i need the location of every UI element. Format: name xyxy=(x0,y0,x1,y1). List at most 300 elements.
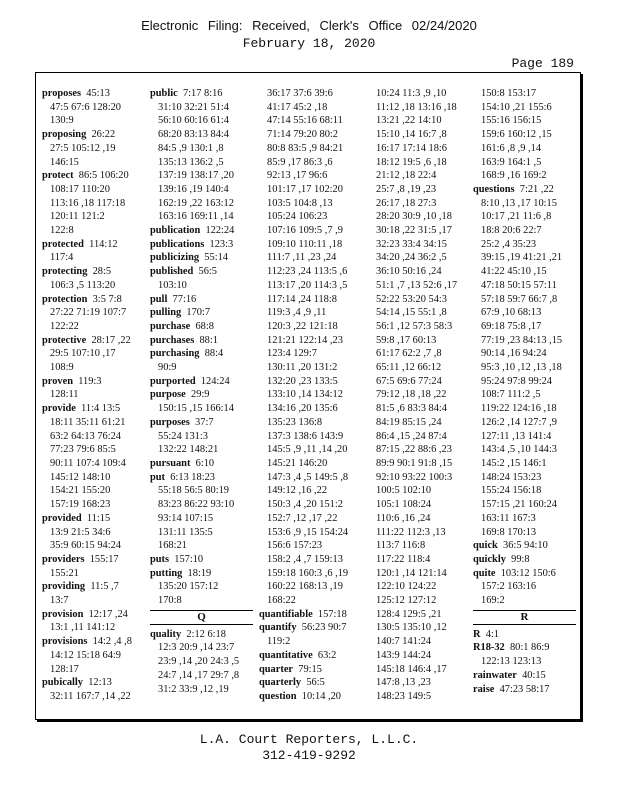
page-reference: 83:23 86:22 93:10 xyxy=(158,499,235,511)
page-reference: 135:23 136:8 xyxy=(267,416,323,428)
page-reference: 147:3 ,4 ,5 149:5 ,8 xyxy=(267,471,349,483)
page-reference: 79:12 ,18 ,18 ,22 xyxy=(376,389,447,401)
page-reference: 12:13 xyxy=(88,677,112,689)
page-reference: 29:9 xyxy=(191,389,210,401)
page-reference: 21:12 ,18 22:4 xyxy=(376,170,437,182)
page-reference: 11:4 13:5 xyxy=(81,403,121,415)
page-reference: 111:7 ,11 ,23 ,24 xyxy=(267,252,337,264)
page-reference: 90:9 xyxy=(158,362,177,374)
page-reference: 154:10 ,21 155:6 xyxy=(481,101,552,113)
index-entry xyxy=(42,375,145,402)
page-reference: 155:24 156:18 xyxy=(481,485,542,497)
page-reference: 163:9 164:1 ,5 xyxy=(481,156,542,168)
page-reference: 84:19 85:15 ,24 xyxy=(376,416,442,428)
page-reference: 140:7 141:24 xyxy=(376,636,432,648)
page-reference: 105:1 108:24 xyxy=(376,499,432,511)
page-reference: 108:17 110:20 xyxy=(50,183,110,195)
page-reference: 69:18 75:8 ,17 xyxy=(481,320,542,332)
index-entry xyxy=(473,567,576,608)
page-reference: 157:15 ,21 160:24 xyxy=(481,499,557,511)
page-reference: 157:19 168:23 xyxy=(50,499,111,511)
page-reference: 161:6 ,8 ,9 ,14 xyxy=(481,142,542,154)
index-term: provision xyxy=(42,608,84,620)
index-entry xyxy=(42,87,145,128)
index-entry xyxy=(42,676,145,703)
page-reference: 7:21 ,22 xyxy=(519,183,554,195)
page-reference: 117:14 ,24 118:8 xyxy=(267,293,337,305)
index-term: publications xyxy=(150,238,205,250)
page-reference: 32:23 33:4 34:15 xyxy=(376,238,448,250)
page-reference: 168:9 ,16 169:2 xyxy=(481,170,547,182)
page-reference: 47:18 50:15 57:11 xyxy=(481,279,557,291)
page-reference: 18:12 19:5 ,6 ,18 xyxy=(376,156,447,168)
index-entry xyxy=(259,676,362,690)
page-reference: 18:11 35:11 61:21 xyxy=(50,416,126,428)
index-entry xyxy=(473,641,576,668)
page-reference: 145:12 148:10 xyxy=(50,471,111,483)
index-entry xyxy=(150,334,253,348)
page-reference: 119:3 ,4 ,9 ,11 xyxy=(267,307,327,319)
page-reference: 120:11 121:2 xyxy=(50,211,105,223)
index-entry xyxy=(42,265,145,292)
page-reference: 88:1 xyxy=(199,334,218,346)
page-reference: 14:12 15:18 64:9 xyxy=(50,649,122,661)
page-reference: 28:17 ,22 xyxy=(91,334,131,346)
page-reference: 63:2 xyxy=(317,649,337,661)
page-reference: 125:12 127:12 xyxy=(376,595,437,607)
page-reference: 120:3 ,22 121:18 xyxy=(267,320,338,332)
page-reference: 108:9 xyxy=(50,362,74,374)
page-reference: 88:4 xyxy=(204,348,224,360)
index-term: publicizing xyxy=(150,252,200,264)
page-reference: 26:22 xyxy=(91,129,116,141)
page-reference: 101:17 ,17 102:20 xyxy=(267,183,343,195)
page-reference: 27:22 71:19 107:7 xyxy=(50,307,127,319)
page-reference: 126:2 ,14 127:7 ,9 xyxy=(481,416,557,428)
page-reference: 55:14 xyxy=(204,252,228,264)
index-frame xyxy=(35,72,581,720)
page-reference: 36:17 37:6 39:6 xyxy=(267,88,333,99)
page-reference: 31:2 33:9 ,12 ,19 xyxy=(158,683,229,695)
index-entry xyxy=(42,635,145,676)
index-entry xyxy=(42,238,145,265)
index-term: purchasing xyxy=(150,348,200,360)
page-reference: 59:8 ,17 60:13 xyxy=(376,334,437,346)
page-reference: 35:9 60:15 94:24 xyxy=(50,540,122,552)
page-reference: 128:4 129:5 ,21 xyxy=(376,608,442,620)
page-reference: 132:22 148:21 xyxy=(158,444,219,456)
index-entry xyxy=(150,388,253,415)
index-entry xyxy=(42,608,145,635)
page-reference: 55:24 131:3 xyxy=(158,430,208,442)
index-term: pubically xyxy=(42,677,83,689)
index-entry xyxy=(150,320,253,334)
index-term: providing xyxy=(42,581,86,593)
page-reference: 54:14 ,15 55:1 ,8 xyxy=(376,307,447,319)
index-term: protection xyxy=(42,293,88,305)
page-reference: 79:15 xyxy=(298,663,322,675)
page-reference: 65:11 ,12 66:12 xyxy=(376,362,442,374)
page-reference: 105:24 106:23 xyxy=(267,211,328,223)
index-entry xyxy=(42,402,145,512)
page-reference: 143:4 ,5 ,10 144:3 xyxy=(481,444,557,456)
page-reference: 150:8 153:17 xyxy=(481,88,537,99)
page-reference: 130:11 ,20 131:2 xyxy=(267,362,338,374)
page-reference: 34:20 ,24 36:2 ,5 xyxy=(376,252,447,264)
index-entry xyxy=(259,87,362,608)
index-term: questions xyxy=(473,183,515,195)
index-entry xyxy=(150,87,253,224)
page-reference: 81:5 ,6 83:3 84:4 xyxy=(376,403,448,415)
index-entry xyxy=(473,683,576,697)
index-term: quickly xyxy=(473,553,506,565)
page-reference: 10:17 ,21 11:6 ,8 xyxy=(481,211,552,223)
page-reference: 12:17 ,24 xyxy=(88,608,128,620)
page-reference: 18:8 20:6 22:7 xyxy=(481,225,542,237)
page-reference: 143:9 144:24 xyxy=(376,649,432,661)
page-reference: 11:15 xyxy=(86,512,111,524)
index-term: quite xyxy=(473,567,496,579)
index-entry xyxy=(150,224,253,238)
page-reference: 41:22 45:10 ,15 xyxy=(481,266,547,278)
index-term: providers xyxy=(42,553,85,565)
page-reference: 163:11 167:3 xyxy=(481,512,536,524)
page-reference: 109:10 110:11 ,18 xyxy=(267,238,343,250)
page-reference: 41:17 45:2 ,18 xyxy=(267,101,328,113)
index-term: proposes xyxy=(42,88,82,99)
page-reference: 37:7 xyxy=(195,416,214,428)
page-reference: 90:14 ,16 94:24 xyxy=(481,348,547,360)
page-reference: 27:5 105:12 ,19 xyxy=(50,142,116,154)
page-reference: 36:10 50:16 ,24 xyxy=(376,266,442,278)
footer-company: L.A. Court Reporters, L.L.C. xyxy=(199,732,419,747)
page-reference: 51:1 ,7 ,13 52:6 ,17 xyxy=(376,279,458,291)
page-reference: 111:22 112:3 ,13 xyxy=(376,526,446,538)
page-reference: 25:2 ,4 35:23 xyxy=(481,238,537,250)
page-reference: 92:10 93:22 100:3 xyxy=(376,471,453,483)
page-reference: 56:5 xyxy=(198,266,218,278)
page-reference: 67:9 ,10 68:13 xyxy=(481,307,542,319)
page-reference: 154:21 155:20 xyxy=(50,485,111,497)
index-term: quality xyxy=(150,628,182,640)
page-reference: 137:3 138:6 143:9 xyxy=(267,430,344,442)
page-reference: 130:9 xyxy=(50,115,74,127)
page-reference: 146:15 xyxy=(50,156,79,168)
page-reference: 24:7 ,14 ,17 29:7 ,8 xyxy=(158,669,240,681)
index-entry xyxy=(259,663,362,677)
index-term: quarter xyxy=(259,663,294,675)
page-reference: 16:17 17:14 18:6 xyxy=(376,142,448,154)
page-reference: 103:5 104:8 ,13 xyxy=(267,197,333,209)
index-term: quarterly xyxy=(259,677,302,689)
index-term: public xyxy=(150,88,178,99)
page-reference: 170:8 xyxy=(158,595,182,607)
page-reference: 155:17 xyxy=(89,553,119,565)
index-entry xyxy=(150,567,253,608)
index-term: published xyxy=(150,266,194,278)
page-reference: 10:24 11:3 ,9 ,10 xyxy=(376,88,447,99)
filing-header: Electronic Filing: Received, Clerk's Office 02/24/2020 xyxy=(141,18,477,33)
page-reference: 124:24 xyxy=(200,375,230,387)
page-reference: 26:17 ,18 27:3 xyxy=(376,197,437,209)
index-term: protective xyxy=(42,334,87,346)
index-entry xyxy=(42,293,145,334)
page-reference: 123:3 xyxy=(209,238,234,250)
page-reference: 157:2 163:16 xyxy=(481,581,537,593)
page-reference: 119:2 xyxy=(267,636,291,648)
page-reference: 77:19 ,23 84:13 ,15 xyxy=(481,334,563,346)
page-reference: 145:21 146:20 xyxy=(267,457,328,469)
page-reference: 157:18 xyxy=(317,608,347,620)
index-term: putting xyxy=(150,567,183,579)
index-column-5 xyxy=(473,87,576,696)
page-reference: 61:17 62:2 ,7 ,8 xyxy=(376,348,442,360)
page-reference: 121:21 122:14 ,23 xyxy=(267,334,343,346)
page-reference: 63:2 64:13 76:24 xyxy=(50,430,122,442)
page-reference: 137:19 138:17 ,20 xyxy=(158,170,234,182)
page-reference: 134:16 ,20 135:6 xyxy=(267,403,338,415)
page-reference: 113:17 ,20 114:3 ,5 xyxy=(267,279,348,291)
page-reference: 86:5 106:20 xyxy=(78,170,129,182)
page-reference: 25:7 ,8 ,19 ,23 xyxy=(376,183,437,195)
page-reference: 12:3 20:9 ,14 23:7 xyxy=(158,642,235,654)
page-reference: 147:8 ,13 ,23 xyxy=(376,677,431,689)
page-reference: 103:12 150:6 xyxy=(500,567,556,579)
section-letter: R xyxy=(473,610,576,625)
page-reference: 18:19 xyxy=(187,567,212,579)
page-reference: 123:4 129:7 xyxy=(267,348,317,360)
index-entry xyxy=(150,553,253,567)
page-reference: 120:1 ,14 121:14 xyxy=(376,567,447,579)
index-entry xyxy=(259,621,362,648)
page-reference: 128:17 xyxy=(50,663,79,675)
index-entry xyxy=(473,553,576,567)
page-reference: 28:5 xyxy=(92,266,112,278)
page-reference: 117:4 xyxy=(50,252,74,264)
page-reference: 47:5 67:6 128:20 xyxy=(50,101,122,113)
index-term: purchase xyxy=(150,320,191,332)
page-reference: 2:12 6:18 xyxy=(186,628,226,640)
index-term: put xyxy=(150,471,166,483)
page-reference: 36:5 94:10 xyxy=(503,540,548,552)
page-reference: 159:18 160:3 ,6 ,19 xyxy=(267,567,349,579)
page-reference: 56:5 xyxy=(306,677,325,689)
index-term: proven xyxy=(42,375,73,387)
page-reference: 93:14 107:15 xyxy=(158,512,214,524)
index-term: publication xyxy=(150,225,201,237)
page-reference: 68:20 83:13 84:4 xyxy=(158,129,230,141)
page-reference: 103:10 xyxy=(158,279,187,291)
page-reference: 55:18 56:5 80:19 xyxy=(158,485,230,497)
index-term: quantitative xyxy=(259,649,313,661)
page-reference: 71:14 79:20 80:2 xyxy=(267,129,339,141)
index-entry xyxy=(259,649,362,663)
page-reference: 47:23 58:17 xyxy=(499,683,550,695)
index-entry xyxy=(368,87,471,704)
filing-date: February 18, 2020 xyxy=(242,36,376,51)
page-reference: 163:16 169:11 ,14 xyxy=(158,211,234,223)
index-term: purported xyxy=(150,375,196,387)
page-reference: 57:18 59:7 66:7 ,8 xyxy=(481,293,558,305)
page-reference: 108:7 111:2 ,5 xyxy=(481,389,541,401)
index-term: rainwater xyxy=(473,669,517,681)
page-reference: 11:12 ,18 13:16 ,18 xyxy=(376,101,457,113)
page-reference: 13:7 xyxy=(50,595,69,607)
page-reference: 15:10 ,14 16:7 ,8 xyxy=(376,129,447,141)
page-reference: 117:22 118:4 xyxy=(376,553,431,565)
page-reference: 40:15 xyxy=(522,669,546,681)
page-reference: 168:21 xyxy=(158,540,187,552)
index-entry xyxy=(42,580,145,607)
page-reference: 7:17 8:16 xyxy=(182,88,223,99)
page-reference: 31:10 32:21 51:4 xyxy=(158,101,230,113)
page-reference: 145:2 ,15 146:1 xyxy=(481,457,547,469)
index-column-1 xyxy=(42,87,145,704)
index-term: proposing xyxy=(42,129,87,141)
index-column-2 xyxy=(150,87,253,696)
index-entry xyxy=(473,669,576,683)
page-reference: 30:18 ,22 31:5 ,17 xyxy=(376,225,452,237)
page-reference: 132:20 ,23 133:5 xyxy=(267,375,338,387)
index-term: pull xyxy=(150,293,168,305)
page-reference: 139:16 ,19 140:4 xyxy=(158,183,229,195)
index-column-3 xyxy=(259,87,362,704)
page-reference: 106:3 ,5 113:20 xyxy=(50,279,116,291)
page-reference: 112:23 ,24 113:5 ,6 xyxy=(267,266,348,278)
index-term: protect xyxy=(42,170,74,182)
page-reference: 122:22 xyxy=(50,320,79,332)
page-reference: 14:2 ,4 ,8 xyxy=(92,636,132,648)
index-entry xyxy=(259,608,362,622)
page-reference: 45:13 xyxy=(86,88,110,99)
page-reference: 135:20 157:12 xyxy=(158,581,219,593)
page-reference: 156:6 157:23 xyxy=(267,540,323,552)
index-term: purposes xyxy=(150,416,190,428)
page-reference: 119:3 xyxy=(78,375,102,387)
page-reference: 100:5 102:10 xyxy=(376,485,432,497)
page-reference: 131:11 135:5 xyxy=(158,526,213,538)
page-reference: 84:5 ,9 130:1 ,8 xyxy=(158,142,224,154)
page-reference: 13:1 ,11 141:12 xyxy=(50,622,116,634)
page-reference: 168:22 xyxy=(267,595,296,607)
page-reference: 122:13 123:13 xyxy=(481,656,542,668)
page-reference: 23:9 ,14 ,20 24:3 ,5 xyxy=(158,656,240,668)
page-reference: 158:2 ,4 ,7 159:13 xyxy=(267,553,343,565)
index-entry xyxy=(259,690,362,704)
footer-phone: 312-419-9292 xyxy=(262,748,356,763)
page-reference: 150:15 ,15 166:14 xyxy=(158,403,234,415)
page-reference: 155:21 xyxy=(50,567,79,579)
page-reference: 170:7 xyxy=(186,307,211,319)
index-entry xyxy=(150,628,253,697)
index-entry xyxy=(42,128,145,169)
page-reference: 77:23 79:6 85:5 xyxy=(50,444,116,456)
page-reference: 113:16 ,18 117:18 xyxy=(50,197,126,209)
index-entry xyxy=(473,539,576,553)
index-term: quantifiable xyxy=(259,608,313,620)
index-entry xyxy=(150,293,253,307)
page-reference: 86:4 ,15 ,24 87:4 xyxy=(376,430,447,442)
page-reference: 149:12 ,16 ,22 xyxy=(267,485,328,497)
index-entry xyxy=(42,334,145,375)
page-reference: 13:21 ,22 14:10 xyxy=(376,115,442,127)
page-reference: 47:14 55:16 68:11 xyxy=(267,115,343,127)
index-term: quick xyxy=(473,540,498,552)
index-term: pulling xyxy=(150,307,182,319)
page-reference: 4:1 xyxy=(485,628,499,640)
page-reference: 95:3 ,10 ,12 ,13 ,18 xyxy=(481,362,562,374)
index-term: provide xyxy=(42,403,76,415)
page-reference: 13:9 21:5 34:6 xyxy=(50,526,111,538)
page-reference: 122:24 xyxy=(205,225,235,237)
index-entry xyxy=(150,471,253,553)
page-reference: 99:8 xyxy=(511,553,530,565)
index-term: quantify xyxy=(259,622,297,634)
page-reference: 95:24 97:8 99:24 xyxy=(481,375,553,387)
page-reference: 145:5 ,9 ,11 ,14 ,20 xyxy=(267,444,348,456)
index-entry xyxy=(473,628,576,642)
index-entry xyxy=(150,251,253,265)
index-term: R18-32 xyxy=(473,642,505,654)
page-reference: 107:16 109:5 ,7 ,9 xyxy=(267,225,343,237)
page-reference: 67:5 69:6 77:24 xyxy=(376,375,442,387)
page-reference: 28:20 30:9 ,10 ,18 xyxy=(376,211,452,223)
page-reference: 159:6 160:12 ,15 xyxy=(481,129,552,141)
page-reference: 11:5 ,7 xyxy=(90,581,119,593)
page-reference: 68:8 xyxy=(195,320,214,332)
page-reference: 89:9 90:1 91:8 ,15 xyxy=(376,457,453,469)
index-term: question xyxy=(259,690,297,702)
page-reference: 52:22 53:20 54:3 xyxy=(376,293,448,305)
page-reference: 90:11 107:4 109:4 xyxy=(50,457,126,469)
page-reference: 122:10 124:22 xyxy=(376,581,437,593)
page-reference: 85:9 ,17 86:3 ,6 xyxy=(267,156,333,168)
index-entry xyxy=(150,416,253,457)
index-entry xyxy=(42,169,145,238)
page-reference: 130:5 135:10 ,12 xyxy=(376,622,447,634)
index-entry xyxy=(150,375,253,389)
page-reference: 8:10 ,13 ,17 10:15 xyxy=(481,197,557,209)
page-reference: 169:8 170:13 xyxy=(481,526,537,538)
page-number: Page 189 xyxy=(511,56,574,71)
index-term: raise xyxy=(473,683,495,695)
index-term: purchases xyxy=(150,334,195,346)
page-reference: 160:22 168:13 ,19 xyxy=(267,581,343,593)
page-reference: 128:11 xyxy=(50,389,79,401)
index-term: protected xyxy=(42,238,84,250)
page-reference: 110:6 ,16 ,24 xyxy=(376,512,431,524)
index-entry xyxy=(42,512,145,553)
page-reference: 29:5 107:10 ,17 xyxy=(50,348,116,360)
page-reference: 150:3 ,4 ,20 151:2 xyxy=(267,499,343,511)
index-term: purpose xyxy=(150,389,186,401)
page-reference: 10:14 ,20 xyxy=(301,690,342,702)
index-term: R xyxy=(473,628,481,640)
page-reference: 77:16 xyxy=(172,293,197,305)
index-entry xyxy=(150,238,253,252)
page-reference: 162:19 ,22 163:12 xyxy=(158,197,234,209)
page-reference: 169:2 xyxy=(481,595,505,607)
index-term: protecting xyxy=(42,266,88,278)
index-term: puts xyxy=(150,553,170,565)
page-reference: 148:23 149:5 xyxy=(376,690,432,702)
index-term: pursuant xyxy=(150,457,191,469)
page-reference: 122:8 xyxy=(50,225,74,237)
page-reference: 148:24 153:23 xyxy=(481,471,542,483)
page-reference: 32:11 167:7 ,14 ,22 xyxy=(50,690,131,702)
page-reference: 80:1 86:9 xyxy=(509,642,550,654)
index-entry xyxy=(150,347,253,374)
